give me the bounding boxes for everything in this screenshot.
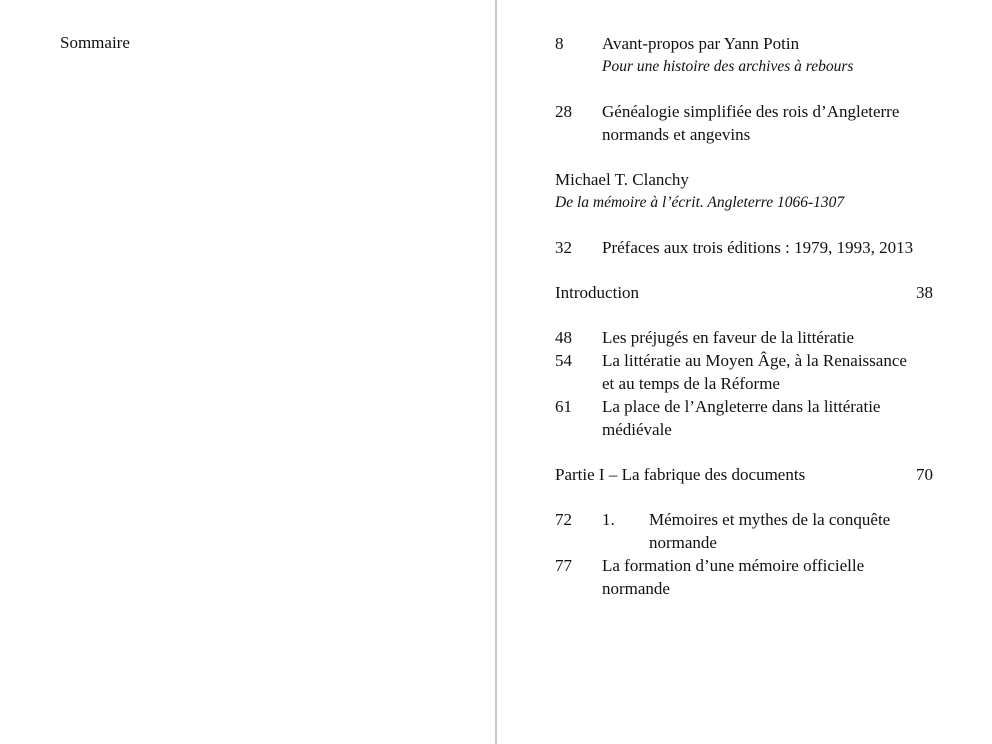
entry-subtitle: Pour une histoire des archives à rebours [602,58,854,75]
author-name: Michael T. Clanchy [555,170,689,189]
page-number: 77 [555,556,572,575]
entry-title-line1: La littératie au Moyen Âge, à la Renaissance [602,351,907,370]
toc-entry[interactable] [555,326,933,349]
chapter-number: 1. [602,510,615,529]
entry-title-line1: La place de l’Angleterre dans la littératie [602,397,881,416]
page-number: 8 [555,34,564,53]
table-of-contents [555,32,933,600]
author-block [555,168,933,214]
page-number: 61 [555,397,572,416]
entry-title-line2: normands et angevins [602,125,751,144]
page-number: 28 [555,102,572,121]
entry-title-line2: normande [649,533,717,552]
section-partie-1[interactable] [555,463,933,486]
entry-title-line1: Généalogie simplifiée des rois d’Angleterre [602,102,900,121]
section-page: 70 [916,465,933,484]
entry-title: Avant-propos par Yann Potin [602,34,800,53]
work-title: De la mémoire à l’écrit. Angleterre 1066-1307 [555,194,845,211]
page-number: 32 [555,238,572,257]
section-page: 38 [916,283,933,302]
page-number: 72 [555,510,572,529]
entry-title-line2: médiévale [602,420,672,439]
right-page [497,0,992,744]
section-introduction[interactable] [555,281,933,304]
toc-entry[interactable] [555,395,933,441]
toc-entry-formation[interactable] [555,554,933,600]
section-title: Introduction [555,283,640,302]
entry-title: Les préjugés en faveur de la littératie [602,328,855,347]
section-title: Partie I – La fabrique des documents [555,465,806,484]
toc-entry-chapter-1[interactable] [555,508,933,554]
entry-title-line2: et au temps de la Réforme [602,374,780,393]
entry-title-line2: normande [602,579,670,598]
entry-title-line1: Mémoires et mythes de la conquête [649,510,891,529]
toc-entry-genealogie[interactable] [555,100,933,146]
toc-entry[interactable] [555,349,933,395]
toc-entry-prefaces[interactable] [555,236,933,259]
page-number: 48 [555,328,572,347]
entry-title-line1: La formation d’une mémoire officielle [602,556,865,575]
sommaire-title: Sommaire [60,33,130,52]
entry-title: Préfaces aux trois éditions : 1979, 1993, 2013 [602,238,914,257]
toc-entry-avant-propos[interactable] [555,32,933,78]
page-number: 54 [555,351,572,370]
left-page [0,0,495,744]
